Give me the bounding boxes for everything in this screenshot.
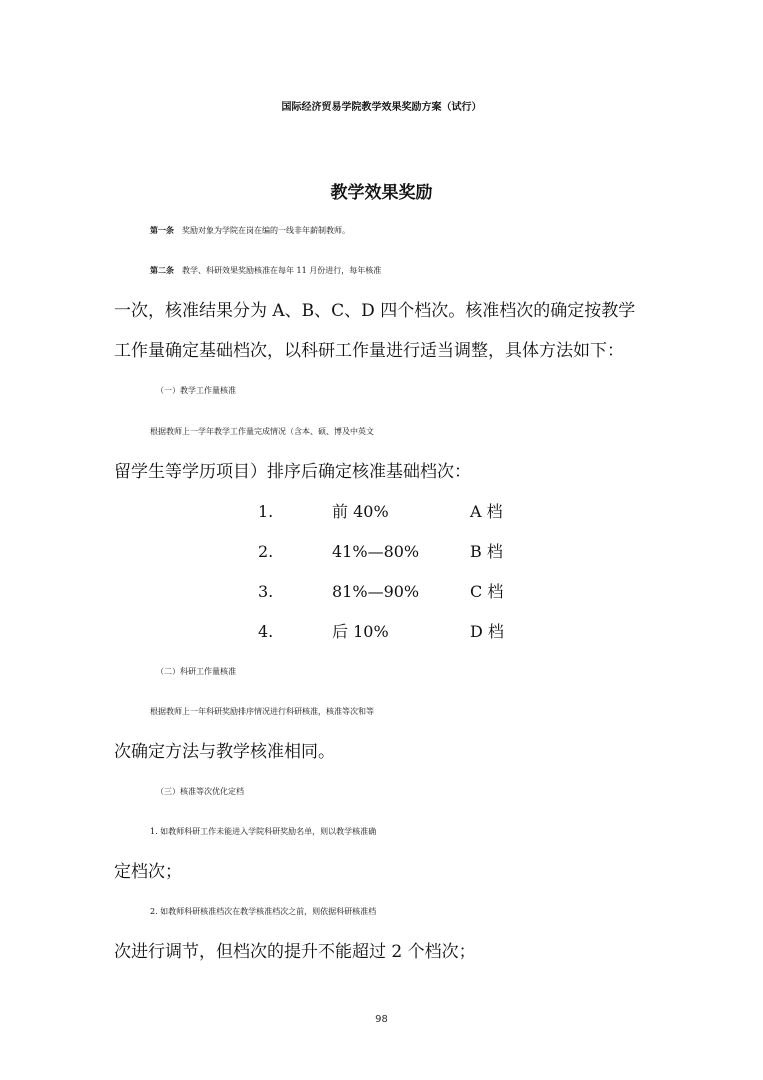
grade-level: D 档 bbox=[470, 622, 504, 641]
document-title: 国际经济贸易学院教学效果奖励方案（试行） bbox=[281, 102, 482, 113]
grade-range: 81%—90% bbox=[332, 582, 420, 601]
article-2-line-3: 工作量确定基础档次，以科研工作量进行适当调整，具体方法如下： bbox=[114, 341, 624, 361]
article-1-text: 奖励对象为学院在岗在编的一线非年薪制教师。 bbox=[182, 226, 350, 235]
section-2-heading: （二）科研工作量核准 bbox=[156, 667, 236, 676]
section-2-line-2: 次确定方法与教学核准相同。 bbox=[114, 742, 335, 762]
grade-num: 2. bbox=[258, 542, 274, 561]
section-3-heading: （三）核准等次优化定档 bbox=[156, 787, 244, 796]
grade-range: 前 40% bbox=[332, 502, 389, 521]
section-subtitle: 教学效果奖励 bbox=[330, 183, 433, 203]
grade-row bbox=[0, 580, 763, 604]
grade-row bbox=[0, 500, 763, 524]
grade-num: 3. bbox=[258, 582, 274, 601]
page-number: 98 bbox=[375, 1014, 388, 1025]
grade-level: B 档 bbox=[470, 542, 503, 561]
grade-num: 1. bbox=[258, 502, 274, 521]
grade-level: C 档 bbox=[470, 582, 504, 601]
section-1-line-2: 留学生等学历项目）排序后确定核准基础档次： bbox=[114, 462, 471, 482]
grade-row bbox=[0, 620, 763, 644]
grade-level: A 档 bbox=[470, 502, 503, 521]
grade-range: 后 10% bbox=[332, 622, 389, 641]
article-2-text: 教学、科研效果奖励核准在每年 11 月份进行，每年核准 bbox=[182, 266, 382, 275]
article-2-label: 第二条 bbox=[150, 266, 174, 275]
section-3-item-1-line-2: 定档次； bbox=[114, 862, 182, 882]
grade-range: 41%—80% bbox=[332, 542, 420, 561]
grade-num: 4. bbox=[258, 622, 274, 641]
section-1-line-1: 根据教师上一学年教学工作量完成情况（含本、硕、博及中英文 bbox=[150, 427, 374, 436]
article-1-label: 第一条 bbox=[150, 226, 174, 235]
article-2-line-2: 一次，核准结果分为 A、B、C、D 四个档次。核准档次的确定按教学 bbox=[114, 301, 636, 321]
article-1 bbox=[150, 219, 690, 243]
section-3-item-2-line-1: 2. 如教师科研核准档次在教学核准档次之前，则依据科研核准档 bbox=[150, 907, 377, 916]
article-2-line-1 bbox=[150, 259, 690, 283]
section-3-item-2-line-2: 次进行调节，但档次的提升不能超过 2 个档次； bbox=[114, 942, 476, 962]
section-2-line-1: 根据教师上一年科研奖励排序情况进行科研核准，核准等次和等 bbox=[150, 707, 374, 716]
grade-row bbox=[0, 540, 763, 564]
section-3-item-1-line-1: 1. 如教师科研工作未能进入学院科研奖励名单，则以教学核准确 bbox=[150, 827, 377, 836]
section-1-heading: （一）教学工作量核准 bbox=[156, 386, 236, 395]
